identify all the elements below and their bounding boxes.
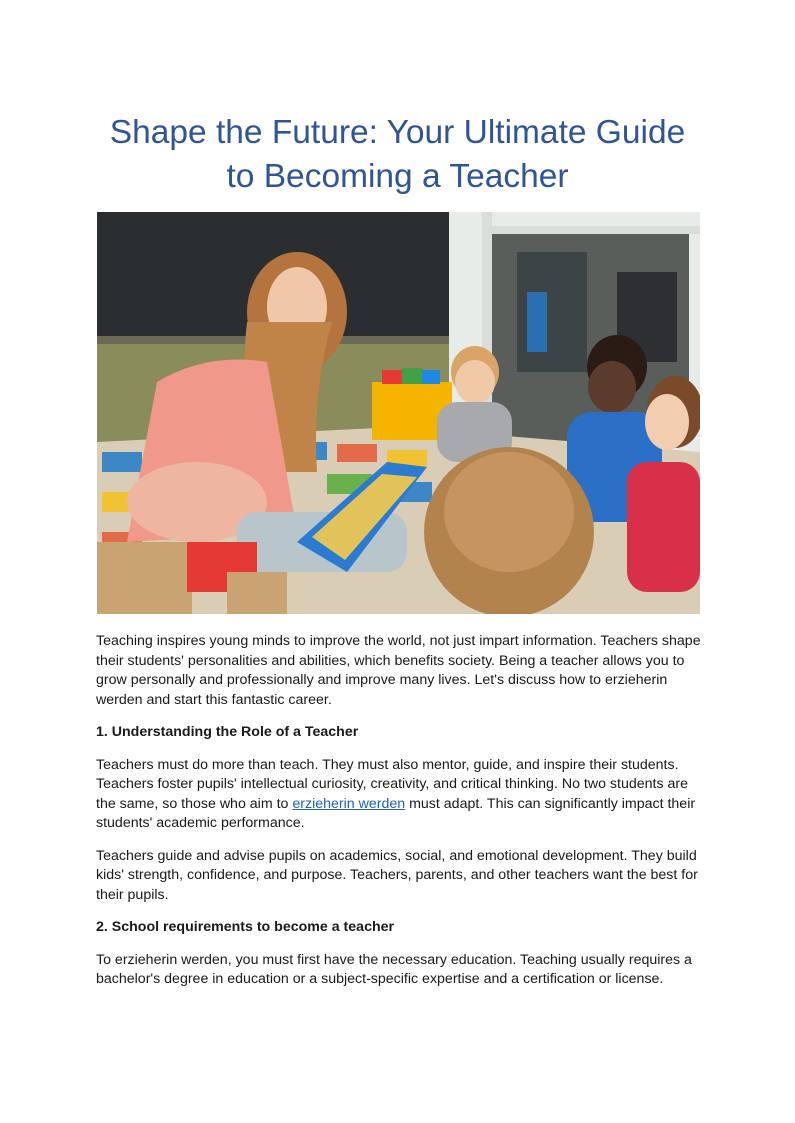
section-2-heading: 2. School requirements to become a teacher <box>96 919 395 935</box>
section-1-paragraph-1-text-before: Teachers must do more than teach. They must also mentor, guide, and inspire their students. Teachers foster pupils' intellectual curiosity, creativity, and critical thinking. No two students are the same, so those who aim to <box>96 756 689 812</box>
section-1-paragraph-1-text-after: must adapt. This can significantly impact their students' academic performance. <box>96 795 696 831</box>
erzieherin-werden-link[interactable]: erzieherin werden <box>292 795 406 812</box>
page-title-line-2: to Becoming a Teacher <box>226 158 569 195</box>
section-2-paragraph-1: To erzieherin werden, you must first have the necessary education. Teaching usually requires a bachelor's degree in education or a subject-specific expertise and a certification or license. <box>96 951 692 987</box>
intro-paragraph: Teaching inspires young minds to improve the world, not just impart information. Teachers shape their students' personalities and abilities, which benefits society. Being a teacher allows you to grow personally and professionally and improve many lives. Let's discuss how to erzieherin werden and start this fantastic career. <box>96 633 701 708</box>
page-title-line-1: Shape the Future: Your Ultimate Guide <box>109 114 686 151</box>
article-body <box>96 632 706 1003</box>
hero-image-teacher-reading-to-children <box>97 212 700 614</box>
section-1-paragraph-1 <box>96 756 706 834</box>
section-1-heading: 1. Understanding the Role of a Teacher <box>96 724 359 740</box>
page-title <box>60 111 735 199</box>
section-1-paragraph-2: Teachers guide and advise pupils on academics, social, and emotional development. They build kids' strength, confidence, and purpose. Teachers, parents, and other teachers want the best for their pupils. <box>96 847 698 903</box>
